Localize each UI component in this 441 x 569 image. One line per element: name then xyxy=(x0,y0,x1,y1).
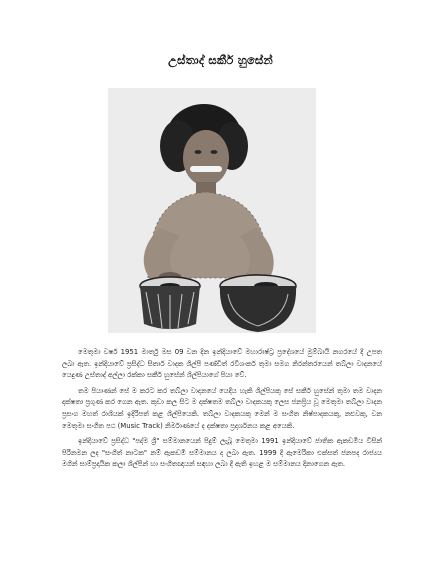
page-title: උස්තාද් සකීර් හුසේන් xyxy=(168,53,273,67)
paragraph-3: ඉන්දියාවේ ප්‍රසිද්ධ "පද්ම ශ්‍රී" සම්මානයෙන් පිදුම් ලැබූ මෙතුමා 1991 ඉන්දියාවේ ජාතික ඇකඩමිය විසින් පිරිනමන ලද "සංගීත් නාටක" නම් ඇකඩමි සම්මානය ද ලබා ඇත. 1999 දී ඇමෙරිකා එක්සත් ජනපද රාජ්‍යය මගින් සාම්ප්‍රදායික කලා ශිල්පීන් හා සංගීතඥයන් සඳහා ලබා දී ඇති ඉහළ ම සම්මානය දිනාගෙන ඇත. xyxy=(62,437,382,469)
body-text xyxy=(62,347,382,475)
portrait-photo-icon xyxy=(108,88,316,333)
paragraph-1: මෙතුමා වර්ෂ 1951 මාර්තු මස 09 වන දින ඉන්දියාවේ මහාරාෂ්ට්‍ර ප්‍රදේශයේ මුම්බායි නගරයේ දී උපත ලබා ඇත. ඉන්දියාවේ ප්‍රසිද්ධ සිතාර් වාදක ශිල්පී පණ්ඩිත් රවිශංකර් තුමා සමග නිරන්තරයෙන් තබ්ලා වාදනයේ යෙදුණ උස්තාද් අල්ලා රක්කා සකීර් හුසේන් ශිල්පියාගේ පියා වේ. xyxy=(62,348,382,380)
paragraph-2: තම පියාණන් සේ ම කරට කර තබ්ලා වාදනයේ යෙදීය හැකි ශිල්පියකු සේ සකීර් හුසේන් තුමා තම වාදන දක්ෂතා ප්‍රගුණ කර ගෙන ඇත. කුඩා කල සිට ම දක්ෂතම තබ්ලා වාදකයකු ලෙස ජනප්‍රිය වූ මෙතුමා තබ්ලා වාදන ප්‍රසංග මහත් රාශියක් ඉදිරිපත් කළ ශිල්පියෙකි. තබ්ලා වාදකයකු මෙන් ම සංගීත නිෂ්පාදකයකු, නළුවකු, වන මෙතුමා සංගීත පථ (Music Track) නිර්මාණයේ ද දක්ෂතා ප්‍රදර්ශනය කළ අයෙකි. xyxy=(62,386,382,430)
portrait-photo xyxy=(108,88,316,333)
